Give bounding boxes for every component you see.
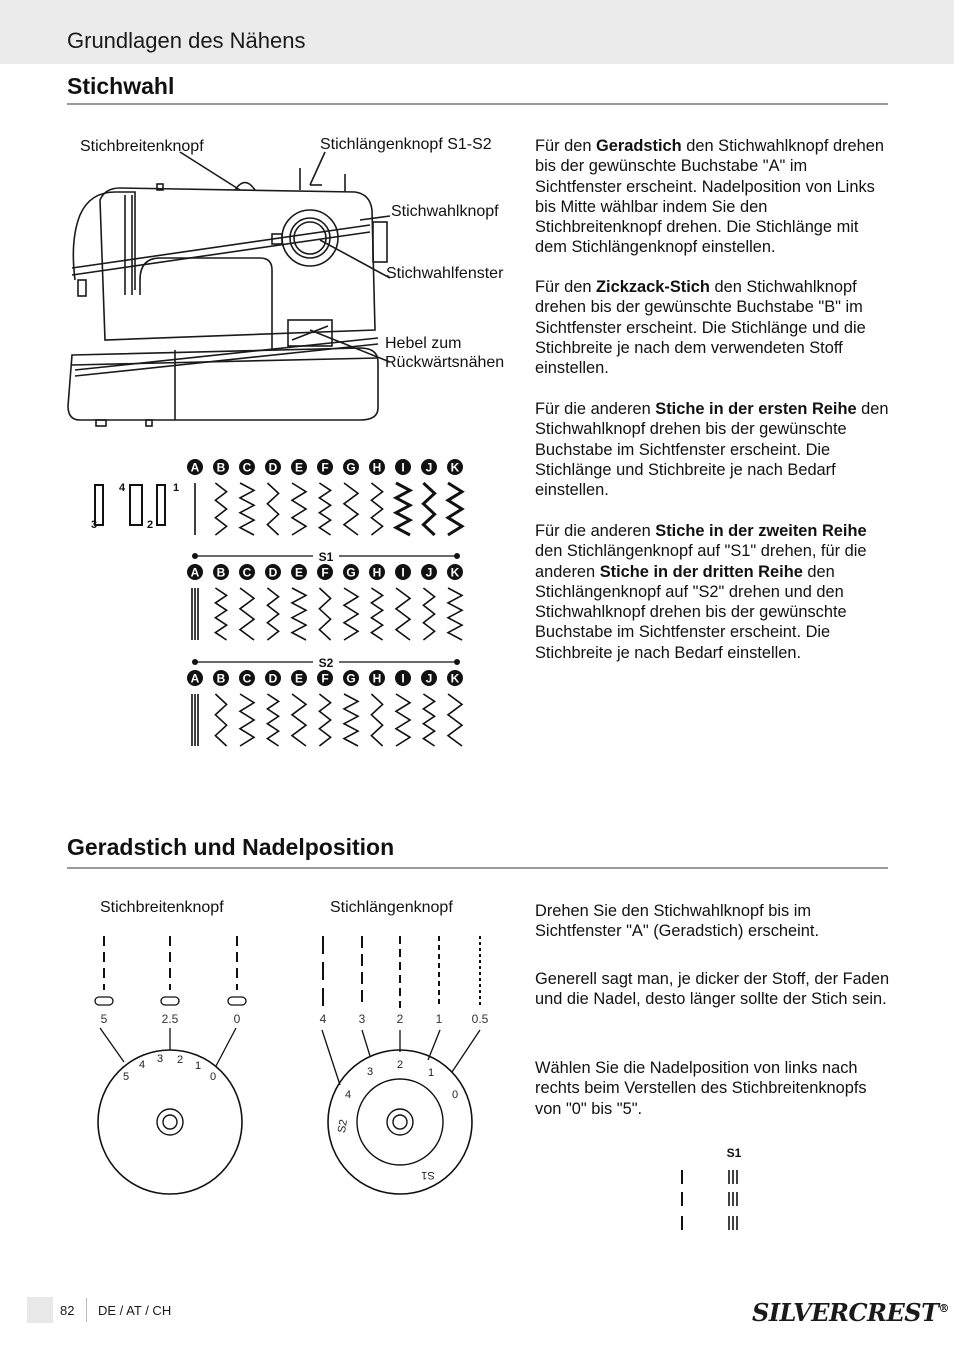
- legend-s1-label: S1: [726, 1146, 742, 1160]
- stitch-letter: C: [242, 460, 252, 475]
- width-position-value: 5: [100, 1012, 108, 1026]
- stitch-letter: G: [346, 460, 356, 475]
- length-dial-mark: 4: [344, 1089, 352, 1101]
- footer-language: DE / AT / CH: [98, 1303, 172, 1318]
- width-dial-mark: 4: [138, 1059, 146, 1071]
- pointer-line: [322, 1030, 340, 1085]
- stitch-letter: A: [190, 565, 200, 580]
- length-knob-center: [393, 1115, 407, 1129]
- footer-page-box: [27, 1297, 53, 1323]
- stitch-letter: B: [216, 460, 226, 475]
- width-dial-mark: 3: [156, 1053, 164, 1065]
- brand-logo: SILVERCREST®: [752, 1298, 949, 1327]
- stitch-letter: K: [450, 671, 460, 686]
- needle-plate-slot: [95, 997, 113, 1005]
- stitch-letter: J: [425, 460, 433, 475]
- section-title-straight-stitch: Geradstich und Nadelposition: [67, 834, 395, 860]
- width-position-value: 0: [233, 1012, 241, 1026]
- paragraph-straight-stitch: Für den Geradstich den Stichwahlknopf drehen bis der gewünschte Buchstabe "A" im Sichtfenster erscheint. Nadelposition von Links bis Mitte wählbar indem Sie den Stichbreitenknopf drehen. Die Stichlänge mit dem Stichlängenknopf einstellen.: [535, 137, 884, 257]
- label-selector-knob: Stichwahlknopf: [391, 203, 499, 220]
- label-reverse-lever-1: Hebel zum: [385, 335, 462, 352]
- length-position-value: 1: [435, 1012, 443, 1026]
- stitch-letter: H: [372, 460, 382, 475]
- stitch-letter: D: [268, 460, 278, 475]
- stitch-letter: I: [401, 565, 405, 580]
- length-dial-mark: 0: [451, 1089, 459, 1101]
- dial-s2-mark: S2: [335, 1118, 351, 1134]
- label-width-knob: Stichbreitenknopf: [80, 138, 204, 155]
- stitch-letter: B: [216, 671, 226, 686]
- needle-plate-slot: [228, 997, 246, 1005]
- stitch-letter: F: [321, 460, 329, 475]
- position-number: 1: [173, 482, 180, 494]
- stitch-letter: G: [346, 671, 356, 686]
- stitch-letter: K: [450, 460, 460, 475]
- stitch-letter: J: [425, 565, 433, 580]
- width-dial-mark: 5: [122, 1071, 130, 1083]
- stitch-letter: E: [294, 460, 304, 475]
- pointer-line: [428, 1030, 440, 1060]
- chapter-title: Grundlagen des Nähens: [67, 28, 306, 53]
- pointer-line: [362, 1030, 370, 1056]
- stitch-letter: C: [242, 671, 252, 686]
- stitch-letter: F: [321, 671, 329, 686]
- label-length-knob-2: Stichlängenknopf: [330, 899, 453, 916]
- stitch-letter: D: [268, 565, 278, 580]
- row-label: S1: [318, 550, 334, 564]
- length-dial-mark: 1: [427, 1067, 435, 1079]
- width-position-value: 2.5: [161, 1012, 179, 1026]
- stitch-letter: F: [321, 565, 329, 580]
- label-width-knob-2: Stichbreitenknopf: [100, 899, 224, 916]
- length-position-value: 2: [396, 1012, 404, 1026]
- length-position-value: 3: [358, 1012, 366, 1026]
- width-knob-dial: [98, 1050, 242, 1194]
- stitch-letter: D: [268, 671, 278, 686]
- length-position-value: 0.5: [471, 1012, 489, 1026]
- position-number: 4: [119, 482, 126, 494]
- length-dial-mark: 3: [366, 1066, 374, 1078]
- stitch-letter: H: [372, 565, 382, 580]
- label-length-knob: Stichlängenknopf S1-S2: [320, 136, 492, 153]
- label-reverse-lever-2: Rückwärtsnähen: [385, 354, 505, 371]
- section-title-stichwahl: Stichwahl: [67, 73, 175, 99]
- stitch-letter: E: [294, 565, 304, 580]
- stitch-letter: C: [242, 565, 252, 580]
- paragraph-thickness: Generell sagt man, je dicker der Stoff, der Faden und die Nadel, desto länger sollte der Stich sein.: [535, 970, 890, 1009]
- pointer-line: [100, 1028, 124, 1062]
- length-dial-mark: 2: [396, 1059, 404, 1071]
- stitch-letter: I: [401, 460, 405, 475]
- length-knob-inner-ring: [357, 1079, 443, 1165]
- footer-separator: [86, 1298, 87, 1322]
- pointer-line: [216, 1028, 236, 1066]
- stitch-letter: G: [346, 565, 356, 580]
- width-dial-mark: 1: [194, 1060, 202, 1072]
- stitch-letter: A: [190, 460, 200, 475]
- width-knob-center: [157, 1109, 183, 1135]
- stitch-letter: I: [401, 671, 405, 686]
- stitch-letter: A: [190, 671, 200, 686]
- needle-plate-slot: [161, 997, 179, 1005]
- label-selector-window: Stichwahlfenster: [386, 265, 504, 282]
- position-number: 3: [91, 519, 98, 531]
- dial-s1-mark: S1: [421, 1169, 435, 1181]
- pointer-line: [452, 1030, 480, 1072]
- width-knob-center: [163, 1115, 177, 1129]
- width-dial-mark: 0: [209, 1071, 217, 1083]
- length-knob-center: [387, 1109, 413, 1135]
- paragraph-needle-position: Wählen Sie die Nadelposition von links nach rechts beim Verstellen des Stichbreitenknopfs von "0" bis "5".: [535, 1059, 867, 1118]
- stitch-letter: H: [372, 671, 382, 686]
- paragraph-second-third-row: Für die anderen Stiche in der zweiten Reihe den Stichlängenknopf auf "S1" drehen, für die anderen Stiche in der dritten Reihe den Stichlängenknopf auf "S2" drehen und den Stichwahlknopf drehen bis der gewünschte Buchstabe im Sichtfenster erscheint. Die Stichbreite je nach Bedarf einstellen.: [535, 522, 867, 662]
- stitch-letter: J: [425, 671, 433, 686]
- row-label: S2: [318, 656, 334, 670]
- length-position-value: 4: [319, 1012, 327, 1026]
- footer-page-number: 82: [60, 1303, 75, 1318]
- paragraph-select-a: Drehen Sie den Stichwahlknopf bis im Sichtfenster "A" (Geradstich) erscheint.: [535, 902, 820, 941]
- stitch-letter: B: [216, 565, 226, 580]
- paragraph-first-row: Für die anderen Stiche in der ersten Reihe den Stichwahlknopf drehen bis der gewünschte Buchstabe im Sichtfenster erscheint. Die Stichlänge und Stichbreite je nach Bedarf einstellen.: [535, 400, 889, 500]
- stitch-letter: E: [294, 671, 304, 686]
- width-dial-mark: 2: [176, 1054, 184, 1066]
- stitch-letter: K: [450, 565, 460, 580]
- paragraph-zigzag-stitch: Für den Zickzack-Stich den Stichwahlknopf drehen bis der gewünschte Buchstabe "B" im Sichtfenster erscheint. Die Stichlänge und die Stichbreite je nach dem verwendeten Stoff einstellen.: [535, 278, 866, 378]
- position-number: 2: [147, 519, 154, 531]
